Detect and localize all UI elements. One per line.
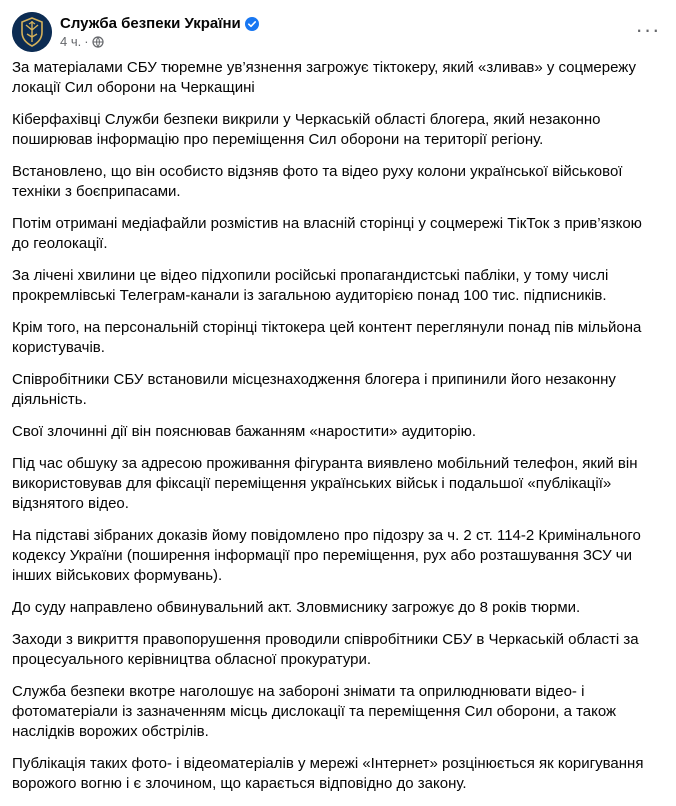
page-name[interactable]: Служба безпеки України	[60, 15, 241, 32]
post-header	[12, 12, 664, 56]
post-paragraph: Встановлено, що він особисто відзняв фото та відео руху колони української військової техніки з боєприпасами.	[12, 163, 623, 200]
globe-icon[interactable]	[92, 36, 104, 48]
post-time[interactable]: 4 ч.	[60, 34, 82, 49]
post-paragraph: За матеріалами СБУ тюремне ув’язнення загрожує тіктокеру, який «зливав» у соцмережу локації Сил оборони на Черкащині	[12, 59, 636, 96]
post-paragraph: Заходи з викриття правопорушення проводили співробітники СБУ в Черкаській області за процесуального керівництва обласної прокуратури.	[12, 631, 639, 668]
sbu-emblem-icon	[12, 12, 52, 52]
page-name-link[interactable]	[60, 15, 259, 32]
more-options-icon: ···	[635, 17, 661, 42]
post-paragraph: Крім того, на персональній сторінці тіктокера цей контент переглянули понад пів мільйона користувачів.	[12, 319, 642, 356]
page-avatar[interactable]	[12, 12, 52, 52]
post-paragraph: Під час обшуку за адресою проживання фігуранта виявлено мобільний телефон, який він використовував для фіксації переміщення українських військ і подальшої «публікації» відзнятого відео.	[12, 455, 638, 512]
post-paragraph: Публікація таких фото- і відеоматеріалів у мережі «Інтернет» розцінюється як коригування ворожого вогню і є злочином, що карається відповідно до закону.	[12, 755, 644, 792]
post-meta	[60, 34, 104, 49]
post-paragraph: До суду направлено обвинувальний акт. Зловмиснику загрожує до 8 років тюрми.	[12, 599, 581, 616]
meta-separator: ·	[84, 34, 89, 49]
post-paragraph: Співробітники СБУ встановили місцезнаходження блогера і припинили його незаконну діяльність.	[12, 371, 616, 408]
post-paragraph: За лічені хвилини це відео підхопили російські пропагандистські пабліки, у тому числі прокремлівські Телеграм-канали із загальною аудиторією понад 100 тис. підписників.	[12, 267, 609, 304]
post-paragraph: Служба безпеки вкотре наголошує на забороні знімати та оприлюднювати відео- і фотоматеріали із зазначенням місць дислокації та переміщення Сил оборони, а також наслідків ворожих обстрілів.	[12, 683, 617, 740]
post-paragraph: Свої злочинні дії він пояснював бажанням «наростити» аудиторію.	[12, 423, 477, 440]
post-body	[12, 58, 660, 806]
post-paragraph: Потім отримані медіафайли розмістив на власній сторінці у соцмережі ТікТок з прив’язкою до геолокації.	[12, 215, 642, 252]
more-options-button[interactable]	[634, 16, 662, 44]
verified-badge-icon	[245, 17, 259, 31]
post-paragraph: Кіберфахівці Служби безпеки викрили у Черкаській області блогера, який незаконно поширював інформацію про переміщення Сил оборони на території регіону.	[12, 111, 601, 148]
post-paragraph: На підставі зібраних доказів йому повідомлено про підозру за ч. 2 ст. 114-2 Кримінального кодексу України (поширення інформації про переміщення, рух або розташування ЗСУ чи інших військових формувань).	[12, 527, 641, 584]
